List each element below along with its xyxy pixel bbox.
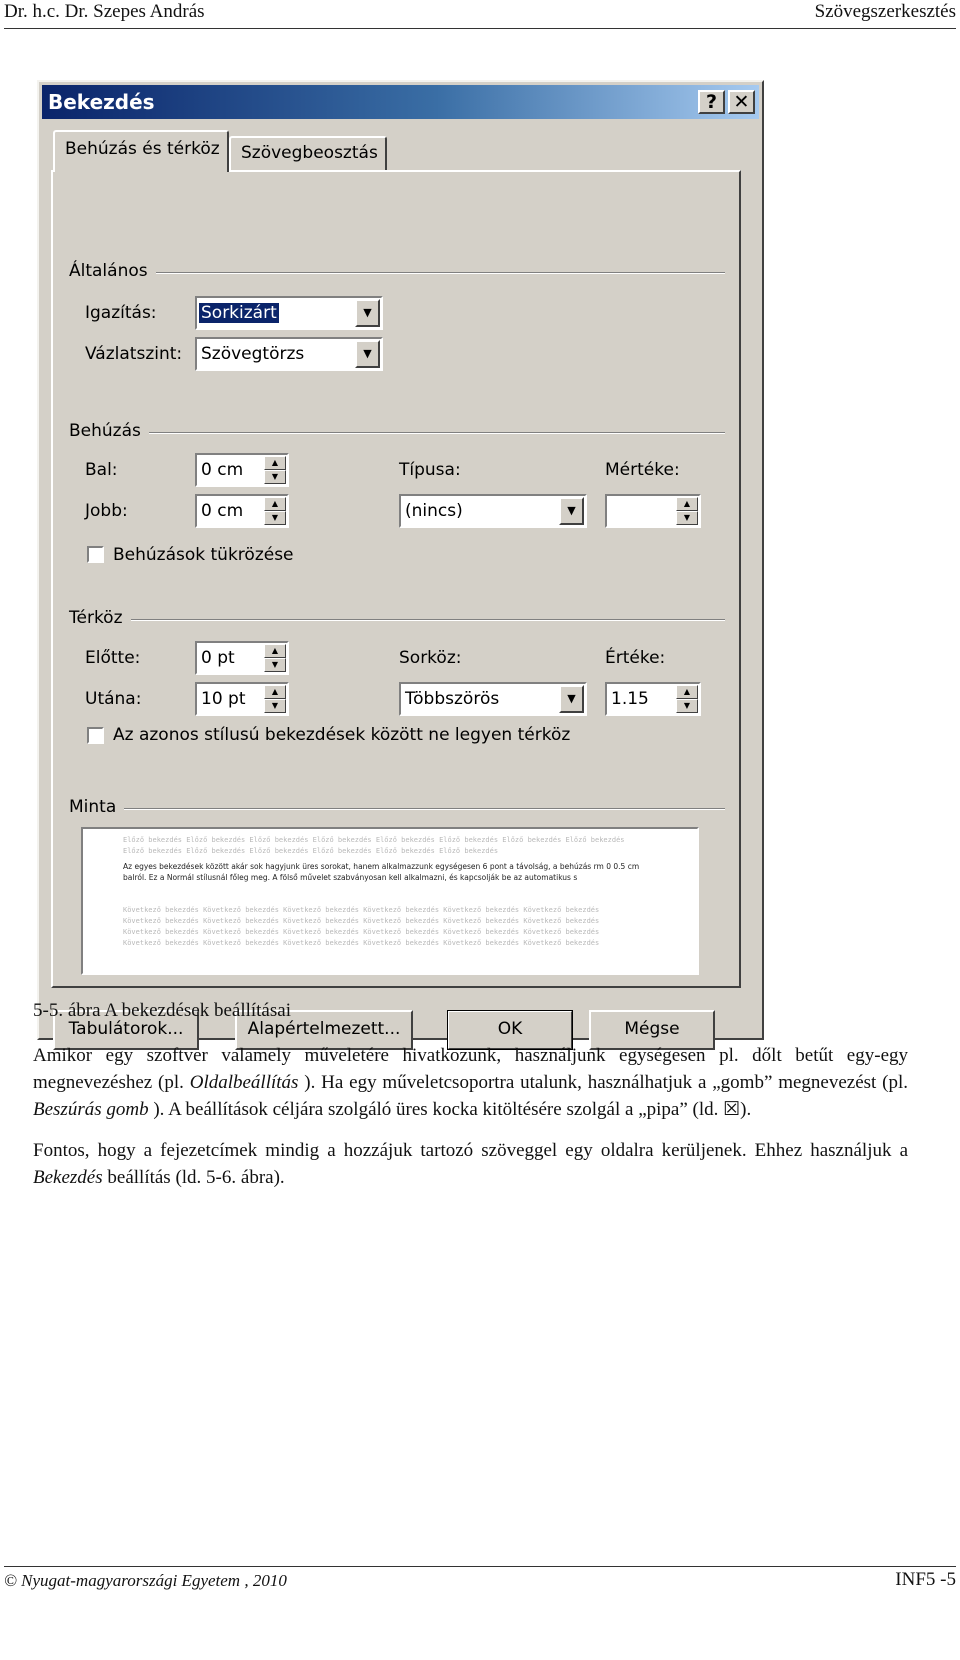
figure-caption: 5-5. ábra A bekezdések beállításai	[33, 1000, 291, 1021]
ok-button[interactable]: OK	[447, 1010, 573, 1050]
divider	[69, 432, 725, 434]
line-spacing-value: Többszörös	[405, 689, 500, 709]
indent-left-label: Bal:	[85, 460, 118, 480]
spacing-after-value: 10 pt	[201, 689, 246, 709]
outline-level-value: Szövegtörzs	[201, 344, 305, 364]
divider	[69, 272, 725, 274]
cancel-button[interactable]: Mégse	[589, 1010, 715, 1050]
divider	[69, 619, 725, 621]
spin-down-icon[interactable]: ▼	[264, 658, 286, 672]
chevron-down-icon[interactable]: ▼	[559, 685, 584, 713]
outline-level-select[interactable]	[195, 337, 383, 371]
indent-amount-label: Mértéke:	[605, 460, 680, 480]
special-indent-label: Típusa:	[399, 460, 461, 480]
line-spacing-label: Sorköz:	[399, 648, 462, 668]
spacing-before-label: Előtte:	[85, 648, 141, 668]
spacing-after-spinner[interactable]	[195, 682, 289, 716]
page-header	[4, 0, 956, 29]
footer-copyright: © Nyugat-magyarországi Egyetem , 2010	[4, 1571, 287, 1590]
special-indent-value: (nincs)	[405, 501, 463, 521]
spin-up-icon[interactable]: ▲	[676, 497, 698, 511]
indent-left-value: 0 cm	[201, 460, 244, 480]
spacing-after-label: Utána:	[85, 689, 142, 709]
indent-right-spinner[interactable]	[195, 494, 289, 528]
line-spacing-select[interactable]	[399, 682, 587, 716]
indent-right-value: 0 cm	[201, 501, 244, 521]
chevron-down-icon[interactable]: ▼	[559, 497, 584, 525]
header-author: Dr. h.c. Dr. Szepes András	[4, 1, 205, 22]
no-space-same-style-label: Az azonos stílusú bekezdések között ne legyen térköz	[113, 725, 571, 745]
chevron-down-icon[interactable]: ▼	[355, 340, 380, 368]
paragraph-1	[33, 1042, 908, 1123]
preview-box	[81, 827, 699, 975]
mirror-indents-checkbox[interactable]	[87, 546, 104, 563]
spin-down-icon[interactable]: ▼	[264, 699, 286, 713]
indent-left-spinner[interactable]	[195, 453, 289, 487]
paragraph-2	[33, 1137, 908, 1191]
set-default-button[interactable]: Alapértelmezett...	[235, 1010, 413, 1050]
spin-up-icon[interactable]: ▲	[264, 456, 286, 470]
help-button[interactable]: ?	[698, 90, 725, 114]
indent-amount-spinner[interactable]	[605, 494, 701, 528]
line-spacing-at-spinner[interactable]	[605, 682, 701, 716]
line-spacing-at-label: Értéke:	[605, 648, 666, 668]
preview-next-paragraph: Következő bekezdés Következő bekezdés Következő bekezdés Következő bekezdés Következő bekezdés Következő bekezdés Következő bekezdés Következő bekezdés Következő bekezdés Következő bekezdés Következő bekezdés Következő bekezdés Következő bekezdés Következő bekezdés Következő bekezdés Következő bekezdés Következő bekezdés Következő bekezdés Következő bekezdés Következő bekezdés Következő bekezdés Következő bekezdés Következő bekezdés Következő bekezdés	[123, 906, 600, 947]
mirror-indents-label: Behúzások tükrözése	[113, 545, 294, 565]
indent-right-label: Jobb:	[85, 501, 128, 521]
paragraph-2-text-a: Fontos, hogy a fejezetcímek mindig a hozzájuk tartozó szöveggel egy oldalra kerüljenek. Ehhez használjuk a	[33, 1140, 908, 1161]
dialog-title: Bekezdés	[48, 90, 155, 114]
page-number: INF5 -5	[895, 1569, 956, 1590]
close-button[interactable]: ✕	[728, 90, 755, 114]
spin-down-icon[interactable]: ▼	[676, 511, 698, 525]
divider	[69, 808, 725, 810]
outline-level-label: Vázlatszint:	[85, 344, 183, 364]
preview-sample-paragraph: Az egyes bekezdések között akár sok hagyjunk üres sorokat, hanem alkalmazzunk egységesen 6 pont a távolság, a behúzás rm 0 0.5 cm balról. Ez a Normál stílusnál főleg meg. A fölső művelet szabványosan kell alkalmazni, és kapcsolják be az automatikus s	[123, 862, 640, 882]
tab-panel	[51, 170, 741, 988]
paragraph-2-text-b: beállítás (ld. 5-6. ábra).	[102, 1167, 285, 1188]
spin-up-icon[interactable]: ▲	[264, 497, 286, 511]
indentation-group-label: Behúzás	[69, 421, 149, 441]
spin-up-icon[interactable]: ▲	[264, 685, 286, 699]
alignment-label: Igazítás:	[85, 303, 157, 323]
paragraph-1-text-c: ). A beállítások céljára szolgáló üres kocka kitöltésére szolgál a „pipa” (ld. ☒).	[148, 1099, 752, 1120]
paragraph-1-text-a: Amikor egy szoftver valamely műveletére hivatkozunk, használjunk egységesen pl. dőlt betűt egy-egy megnevezéshez (pl.	[33, 1045, 908, 1093]
alignment-select[interactable]	[195, 296, 383, 330]
line-spacing-at-value: 1.15	[611, 689, 649, 709]
page-footer	[4, 1566, 956, 1597]
dialog-titlebar	[42, 85, 759, 119]
spin-up-icon[interactable]: ▲	[264, 644, 286, 658]
spin-down-icon[interactable]: ▼	[676, 699, 698, 713]
chevron-down-icon[interactable]: ▼	[355, 299, 380, 327]
tab-indent-spacing[interactable]: Behúzás és térköz	[53, 130, 229, 172]
paragraph-1-italic-b: Beszúrás gomb	[33, 1099, 149, 1120]
tabs-button[interactable]: Tabulátorok...	[53, 1010, 199, 1050]
preview-previous-paragraph: Előző bekezdés Előző bekezdés Előző bekezdés Előző bekezdés Előző bekezdés Előző bekezdés Előző bekezdés Előző bekezdés Előző bekezdés Előző bekezdés Előző bekezdés Előző bekezdés Előző bekezdés Előző bekezdés	[123, 836, 625, 855]
paragraph-1-text-b: ). Ha egy műveletcsoportra utalunk, használhatjuk a „gomb” megnevezést (pl.	[298, 1072, 908, 1093]
spacing-group-label: Térköz	[69, 608, 131, 628]
special-indent-select[interactable]	[399, 494, 587, 528]
spin-down-icon[interactable]: ▼	[264, 511, 286, 525]
paragraph-2-italic-a: Bekezdés	[33, 1167, 103, 1188]
spin-down-icon[interactable]: ▼	[264, 470, 286, 484]
no-space-same-style-checkbox[interactable]	[87, 727, 104, 744]
preview-group-label: Minta	[69, 797, 124, 817]
general-group-label: Általános	[69, 261, 156, 281]
paragraph-dialog	[37, 80, 764, 1040]
spin-up-icon[interactable]: ▲	[676, 685, 698, 699]
spacing-before-spinner[interactable]	[195, 641, 289, 675]
tab-line-page-breaks[interactable]: Szövegbeosztás	[229, 136, 387, 170]
header-section: Szövegszerkesztés	[814, 1, 956, 22]
alignment-value: Sorkizárt	[201, 303, 277, 323]
spacing-before-value: 0 pt	[201, 648, 235, 668]
paragraph-1-italic-a: Oldalbeállítás	[189, 1072, 299, 1093]
